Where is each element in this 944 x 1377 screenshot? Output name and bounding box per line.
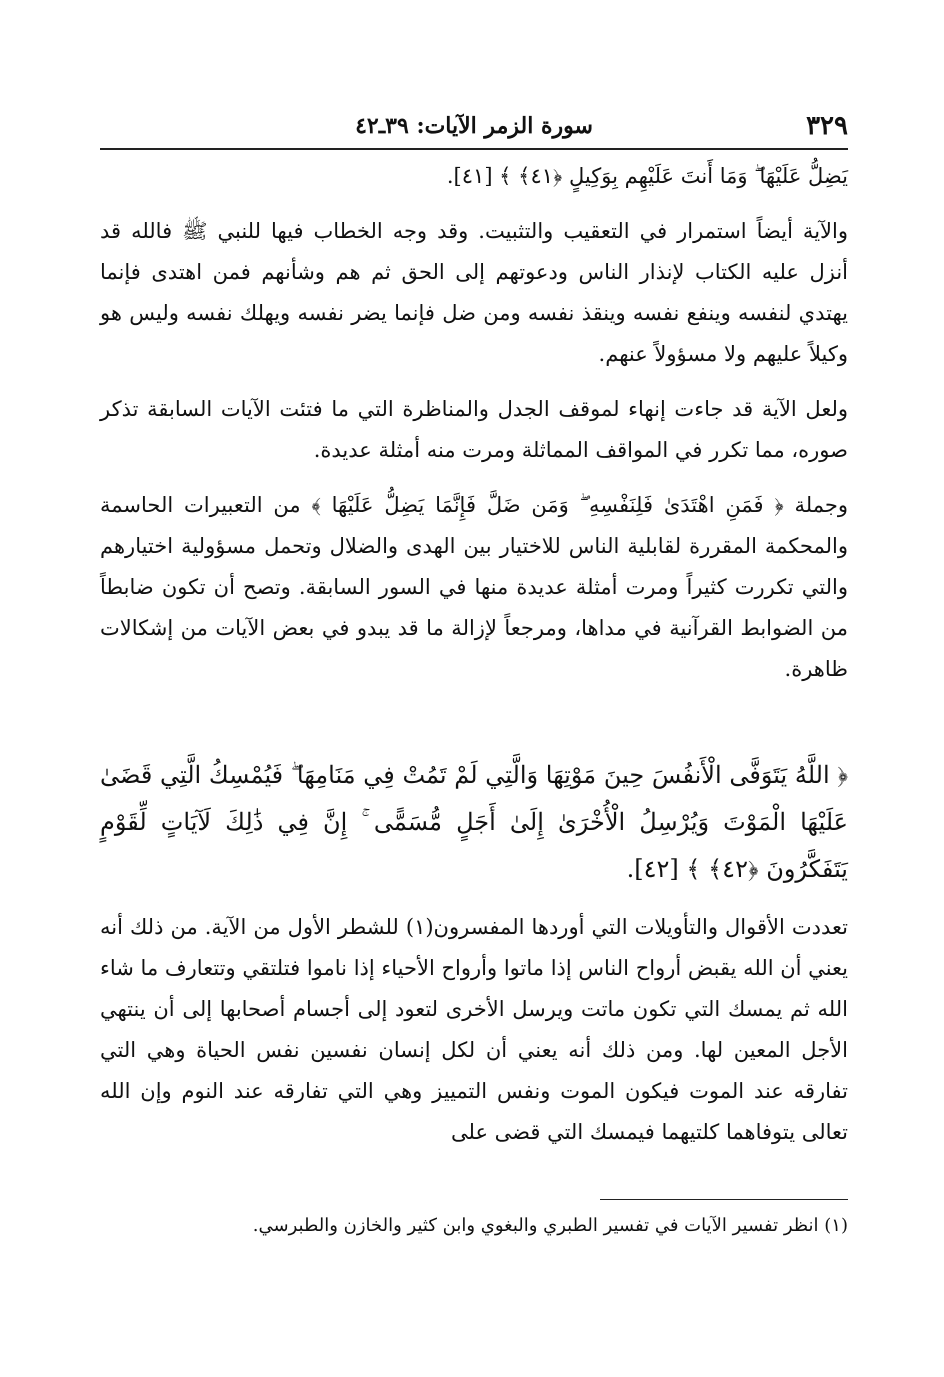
footnote-rule (600, 1199, 848, 1200)
paragraph-3: وجملة ﴿ فَمَنِ اهْتَدَىٰ فَلِنَفْسِهِ ۖ وَمَن ضَلَّ فَإِنَّمَا يَضِلُّ عَلَيْهَا ﴾ من التعبيرات الحاسمة والمحكمة المقررة لقابلية الناس للاختيار بين الهدى والضلال وتحمل مسؤولية اختيارهم والتي تكررت كثيراً ومرت أمثلة عديدة منها في السور السابقة. وتصح أن تكون ضابطاً من الضوابط القرآنية في مداها، ومرجعاً لإزالة ما قد يبدو في بعض الآيات من إشكالات ظاهرة. (100, 493, 848, 681)
page-number: ٣٢٩ (806, 111, 848, 141)
page-body (100, 156, 848, 1153)
verse-42-block (100, 752, 848, 893)
verse-41-tail: يَضِلُّ عَلَيْهَا ۖ وَمَا أَنتَ عَلَيْهِم بِوَكِيلٍ ﴿٤١﴾ ﴾ [٤١]. (446, 164, 848, 188)
running-title: سورة الزمر الآيات: ٣٩ـ٤٢ (355, 113, 593, 139)
paragraph-2: ولعل الآية قد جاءت إنهاء لموقف الجدل والمناظرة التي ما فتئت الآيات السابقة تذكر صوره، مما تكرر في المواقف المماثلة ومرت منه أمثلة عديدة. (100, 397, 848, 462)
footnote: (١) انظر تفسير الآيات في تفسير الطبري والبغوي وابن كثير والخازن والطبرسي. (252, 1215, 848, 1236)
spacer (100, 471, 848, 485)
paragraph-1: والآية أيضاً استمرار في التعقيب والتثبيت. وقد وجه الخطاب فيها للنبي ﷺ فالله قد أنزل عليه الكتاب لإنذار الناس ودعوتهم إلى الحق ثم هم وشأنهم فمن اهتدى فإنما يهتدي لنفسه وينفع نفسه وينقذ نفسه ومن ضل فإنما يضر نفسه ويهلك نفسه وليس هو وكيلاً عليهم ولا مسؤولاً عنهم. (100, 219, 848, 366)
verse-42: ﴿ اللَّهُ يَتَوَفَّى الْأَنفُسَ حِينَ مَوْتِهَا وَالَّتِي لَمْ تَمُتْ فِي مَنَامِهَا ۖ فَيُمْسِكُ الَّتِي قَضَىٰ عَلَيْهَا الْمَوْتَ وَيُرْسِلُ الْأُخْرَىٰ إِلَىٰ أَجَلٍ مُّسَمًّى ۚ إِنَّ فِي ذَٰلِكَ لَآيَاتٍ لِّقَوْمٍ يَتَفَكَّرُونَ ﴿٤٢﴾ ﴾ [٤٢]. (100, 761, 848, 883)
header-rule (100, 148, 848, 150)
spacer (100, 375, 848, 389)
spacer (100, 197, 848, 211)
spacer (100, 690, 848, 752)
paragraph-4: تعددت الأقوال والتأويلات التي أوردها المفسرون(١) للشطر الأول من الآية. من ذلك أنه يعني أن الله يقبض أرواح الناس إذا ماتوا وأرواح الأحياء إذا ناموا فتلتقي وتتعارف ما شاء الله ثم يمسك التي تكون ماتت ويرسل الأخرى لتعود إلى أجسام أصحابها إلى أن ينتهي الأجل المعين لها. ومن ذلك أنه يعني أن لكل إنسان نفسين نفس الحياة وهي التي تفارقه عند الموت فيكون الموت ونفس التمييز وهي التي تفارقه عند النوم وإن الله تعالى يتوفاهما كلتيهما فيمسك التي قضى على (100, 915, 849, 1144)
spacer (100, 893, 848, 907)
page-header (100, 108, 848, 144)
